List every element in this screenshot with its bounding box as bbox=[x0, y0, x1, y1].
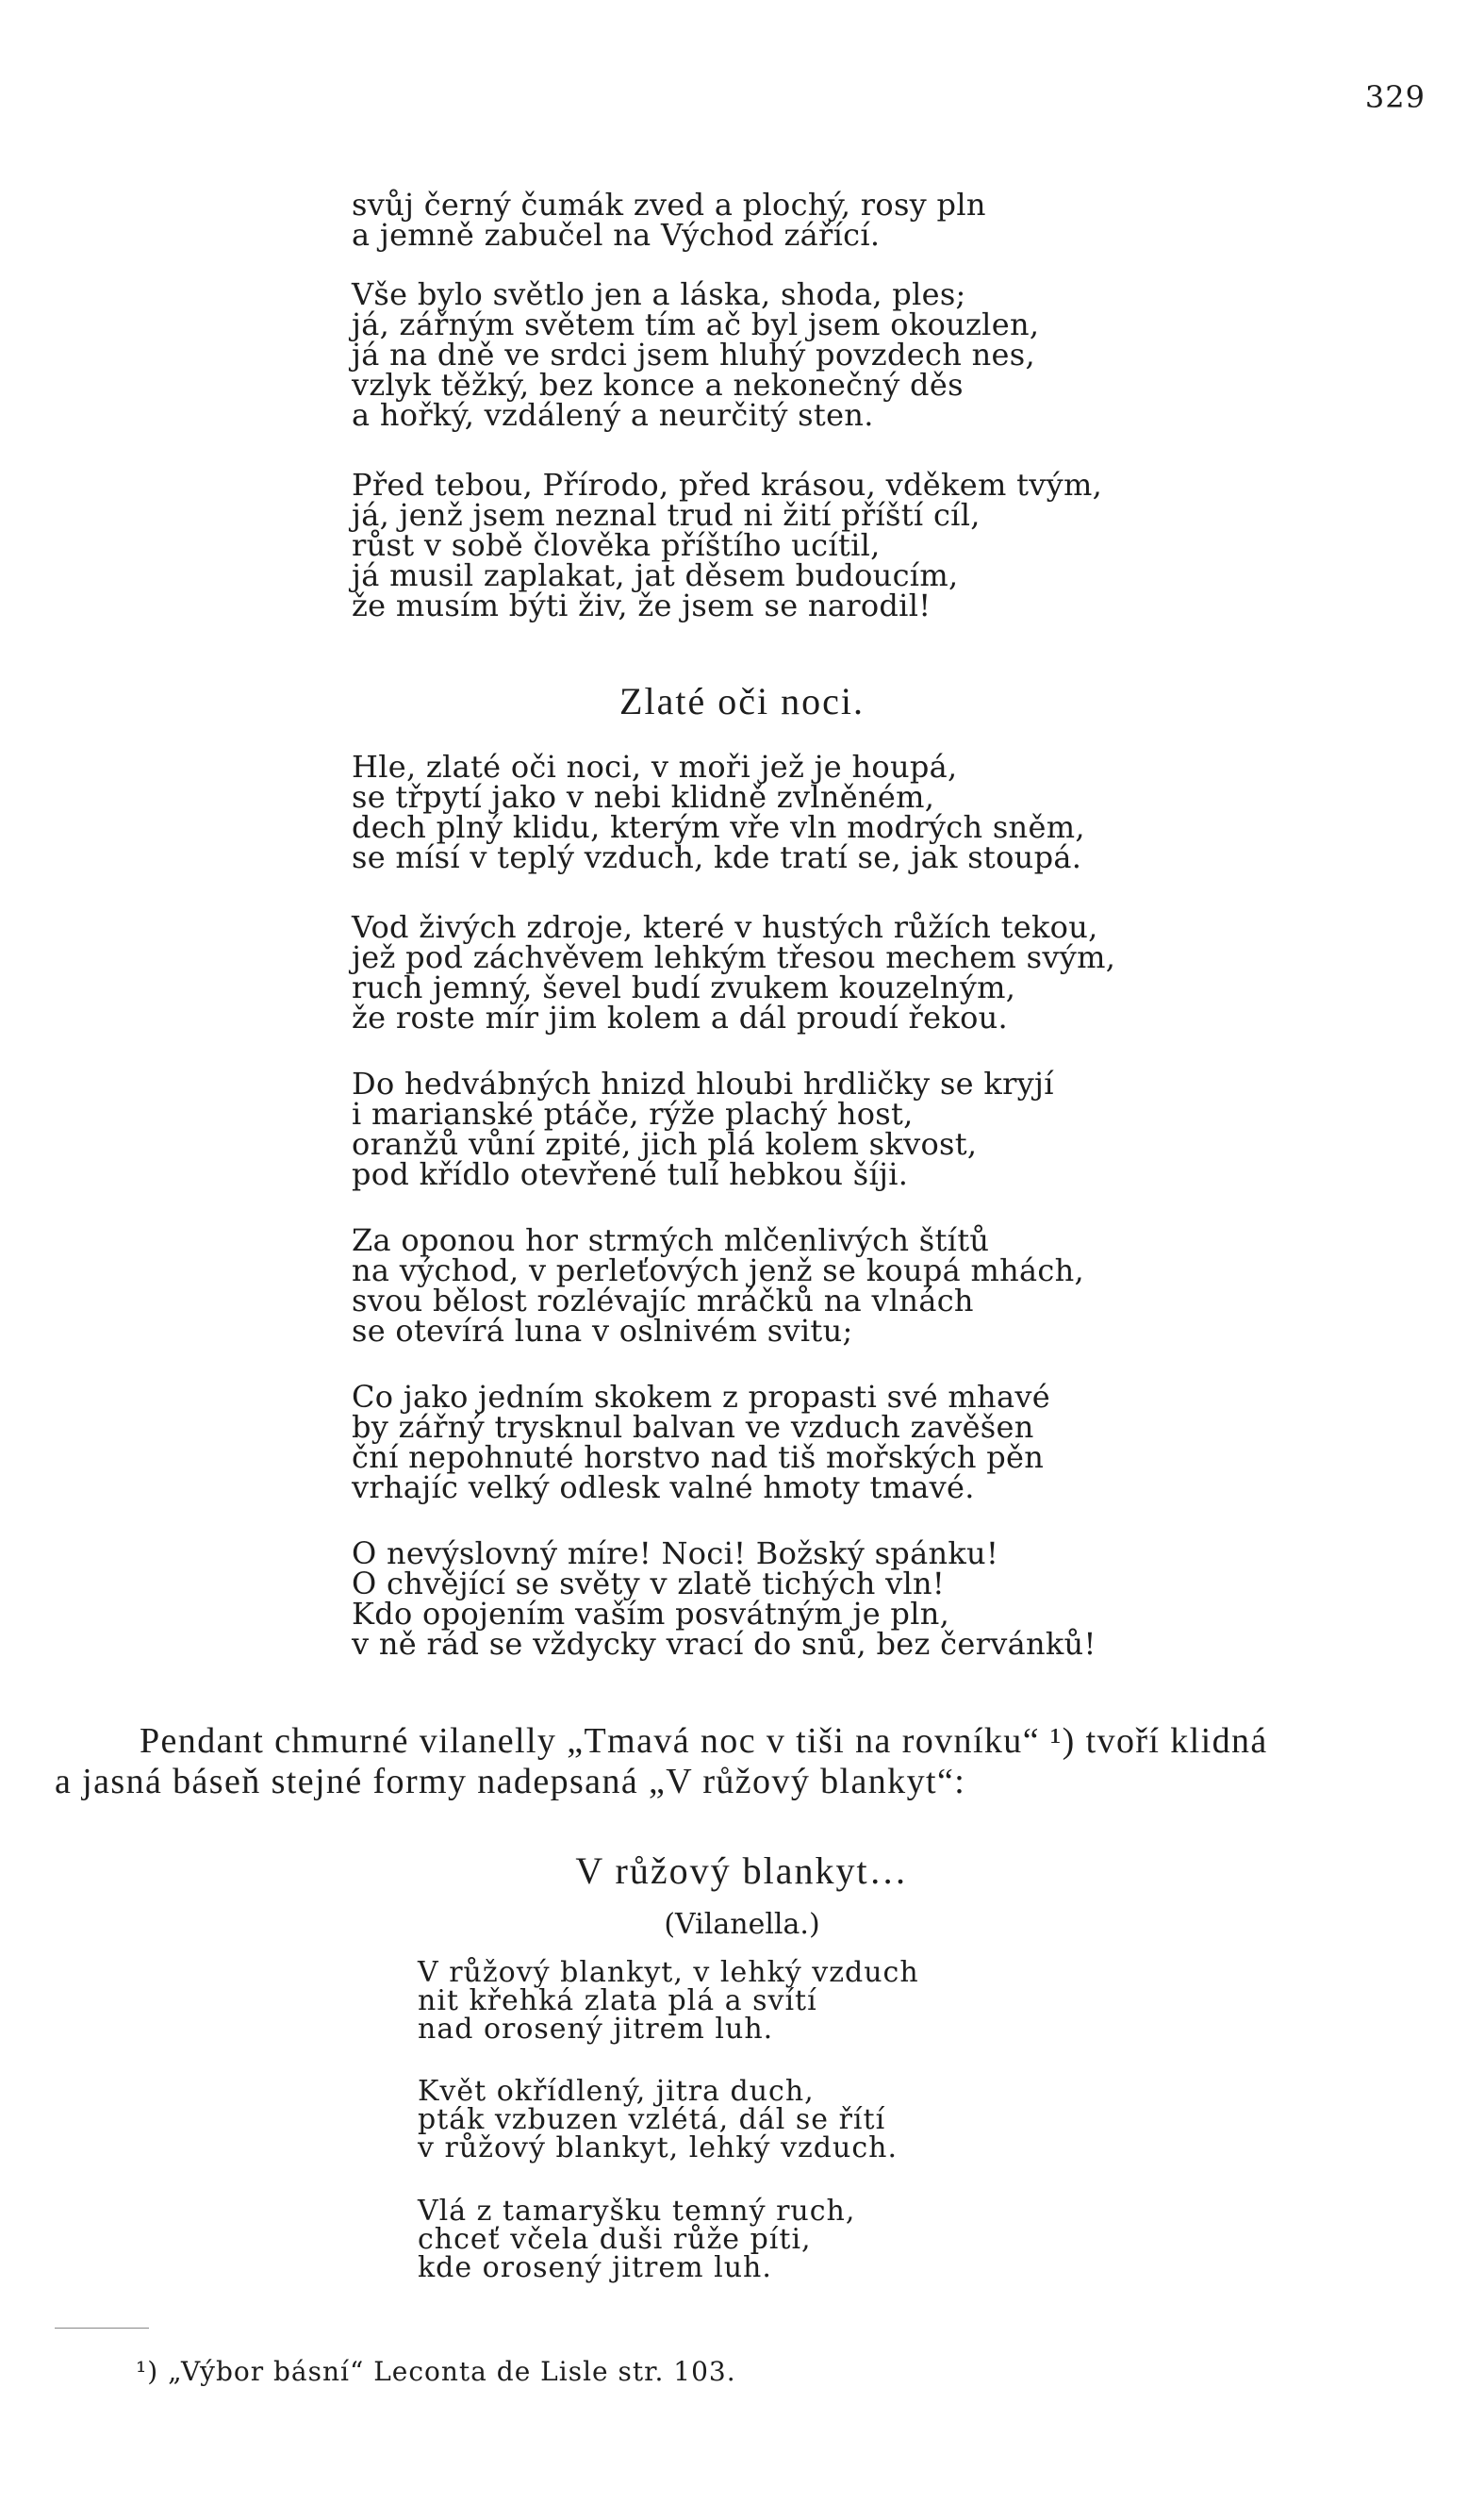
verse-line: ruch jemný, ševel budí zvukem kouzelným, bbox=[352, 970, 1016, 1005]
verse-line: Za oponou hor strmých mlčenlivých štítů bbox=[352, 1222, 990, 1258]
poem-subtitle: (Vilanella.) bbox=[664, 1908, 820, 1941]
verse-line: kde orosený jitrem luh. bbox=[418, 2251, 772, 2284]
prose-line: Pendant chmurné vilanelly „Tmavá noc v tiši na rovníku“ ¹) tvoří klidná bbox=[140, 1721, 1268, 1761]
prose-line: a jasná báseň stejné formy nadepsaná „V růžový blankyt“: bbox=[55, 1762, 966, 1801]
poem-stanza bbox=[352, 1222, 1085, 1349]
verse-line: Vše bylo světlo jen a láska, shoda, ples; bbox=[352, 276, 966, 312]
prose-paragraph bbox=[55, 1721, 1433, 1802]
poem-stanza bbox=[352, 276, 1040, 433]
verse-line: a hořký, vzdálený a neurčitý sten. bbox=[352, 397, 874, 433]
verse-line: se otevírá luna v oslnivém svitu; bbox=[352, 1313, 853, 1349]
verse-line: Kdo opojením vaším posvátným je pln, bbox=[352, 1596, 950, 1632]
verse-line: já musil zaplakat, jat děsem budoucím, bbox=[352, 557, 959, 593]
verse-line: v růžový blankyt, lehký vzduch. bbox=[418, 2131, 898, 2164]
poem-title: V růžový blankyt… bbox=[575, 1849, 909, 1892]
verse-line: O chvějící se světy v zlatě tichých vln! bbox=[352, 1566, 946, 1601]
poem-stanza bbox=[352, 467, 1103, 623]
verse-line: já, jenž jsem neznal trud ni žití příští cíl, bbox=[352, 497, 981, 533]
verse-line: by zářný trysknul balvan ve vzduch zavěšen bbox=[352, 1409, 1034, 1445]
verse-line: vzlyk těžký, bez konce a nekonečný děs bbox=[352, 367, 964, 403]
verse-line: svou bělost rozlévajíc mráčků na vlnách bbox=[352, 1283, 974, 1318]
verse-line: na východ, v perleťových jenž se koupá mhách, bbox=[352, 1252, 1085, 1288]
verse-line: se třpytí jako v nebi klidně zvlněném, bbox=[352, 779, 935, 815]
verse-line: pod křídlo otevřené tulí hebkou šíji. bbox=[352, 1156, 909, 1192]
verse-line: v ně rád se vždycky vrací do snů, bez červánků! bbox=[352, 1626, 1097, 1662]
verse-line: se mísí v teplý vzduch, kde tratí se, jak stoupá. bbox=[352, 839, 1082, 875]
verse-line: oranžů vůní zpité, jich plá kolem skvost, bbox=[352, 1126, 978, 1162]
verse-line: ční nepohnuté horstvo nad tiš mořských pěn bbox=[352, 1439, 1045, 1475]
verse-line: dech plný klidu, kterým vře vln modrých sněm, bbox=[352, 809, 1085, 845]
verse-line: O nevýslovný míre! Noci! Božský spánku! bbox=[352, 1535, 999, 1571]
verse-line: svůj černý čumák zved a plochý, rosy pln bbox=[352, 187, 986, 223]
verse-line: Do hedvábných hnizd hloubi hrdličky se kryjí bbox=[352, 1066, 1054, 1102]
poem-stanza bbox=[352, 1379, 1050, 1505]
verse-line: já, zářným světem tím ač byl jsem okouzlen, bbox=[352, 307, 1040, 342]
verse-line: a jemně zabučel na Východ zářící. bbox=[352, 217, 881, 253]
poem-stanza bbox=[352, 909, 1116, 1036]
footnote-marker: ¹) bbox=[136, 2356, 159, 2387]
verse-line: Co jako jedním skokem z propasti své mhavé bbox=[352, 1379, 1050, 1415]
verse-line: Květ okřídlený, jitra duch, bbox=[418, 2075, 815, 2108]
verse-line: nit křehká zlata plá a svítí bbox=[418, 1984, 817, 2017]
verse-line: pták vzbuzen vzlétá, dál se řítí bbox=[418, 2103, 886, 2136]
poem-stanza bbox=[352, 187, 986, 253]
verse-line: Vlá z tamaryšku temný ruch, bbox=[418, 2195, 856, 2228]
footnote-text: „Výbor básní“ Leconta de Lisle str. 103. bbox=[168, 2356, 736, 2387]
footnote-divider bbox=[55, 2328, 149, 2329]
verse-line: i marianské ptáče, rýže plachý host, bbox=[352, 1096, 914, 1132]
poem-stanza bbox=[352, 749, 1085, 875]
verse-line: vrhajíc velký odlesk valné hmoty tmavé. bbox=[352, 1469, 975, 1505]
verse-line: nad orosený jitrem luh. bbox=[418, 2013, 774, 2046]
poem-stanza bbox=[352, 1066, 1054, 1192]
verse-line: že musím býti živ, že jsem se narodil! bbox=[352, 588, 932, 623]
verse-line: Hle, zlaté oči noci, v moři jež je houpá, bbox=[352, 749, 958, 785]
page-number: 329 bbox=[1364, 79, 1426, 115]
poem-stanza bbox=[418, 2197, 855, 2282]
verse-line: Před tebou, Přírodo, před krásou, vděkem tvým, bbox=[352, 467, 1103, 503]
verse-line: Vod živých zdroje, které v hustých růžích tekou, bbox=[352, 909, 1098, 945]
verse-line: jež pod záchvěvem lehkým třesou mechem svým, bbox=[352, 939, 1116, 975]
poem-stanza bbox=[352, 1535, 1097, 1662]
poem-title: Zlaté oči noci. bbox=[619, 680, 865, 722]
verse-line: chceť včela duši růže píti, bbox=[418, 2223, 812, 2256]
verse-line: V růžový blankyt, v lehký vzduch bbox=[418, 1956, 919, 1989]
poem-stanza bbox=[418, 2075, 898, 2164]
verse-line: růst v sobě člověka příštího ucítil, bbox=[352, 527, 881, 563]
verse-line: já na dně ve srdci jsem hluhý povzdech nes, bbox=[352, 337, 1035, 373]
footnote bbox=[136, 2356, 736, 2387]
verse-line: že roste mír jim kolem a dál proudí řekou. bbox=[352, 1000, 1009, 1036]
poem-stanza bbox=[418, 1956, 919, 2046]
